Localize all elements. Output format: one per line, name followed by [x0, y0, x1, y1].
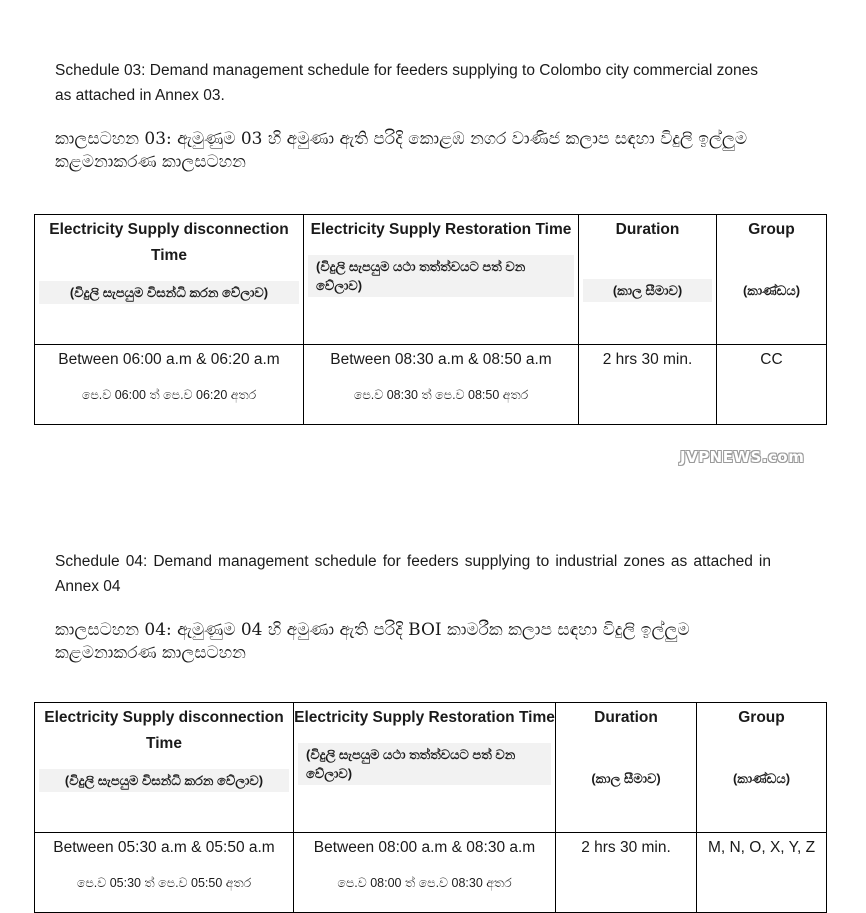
header-duration-en: Duration — [615, 221, 680, 238]
header-group-en: Group — [738, 709, 785, 726]
header-disconnection-si: (විදුලි සැපයුම විසන්ධි කරන වේලාව) — [39, 769, 289, 792]
header-disconnection-en: Electricity Supply disconnection Time — [44, 709, 284, 752]
row-restoration — [294, 833, 556, 913]
header-group-si: (කාණ්ඩය) — [732, 771, 791, 786]
row-duration-value: 2 hrs 30 min. — [581, 839, 671, 856]
header-group-en: Group — [748, 221, 795, 238]
table-row — [35, 833, 827, 913]
header-duration-si: (කාල සීමාව) — [591, 771, 661, 786]
table-header-row — [35, 215, 827, 345]
row-disconnection-en: Between 05:30 a.m & 05:50 a.m — [53, 839, 275, 856]
row-restoration-si: පෙ.ව 08:30 ත් පෙ.ව 08:50 අතර — [353, 388, 529, 402]
schedule-04-table — [34, 702, 827, 913]
schedule-04-title: Schedule 04: Demand management schedule for feeders supplying to industrial zones as attached in Annex 04 — [55, 553, 771, 595]
schedule-04-title-sinhala: කාලසටහන 04: ඇමුණුම 04 හි අමුණා ඇති පරිදි BOI කාමරීක කලාප සඳහා විදුලි ඉල්ලුම කළමනාකරණ කාලසටහන — [55, 620, 690, 663]
header-disconnection-si: (විදුලි සැපයුම විසන්ධි කරන වේලාව) — [39, 281, 299, 304]
row-restoration-en: Between 08:00 a.m & 08:30 a.m — [313, 839, 536, 856]
row-group — [717, 345, 827, 425]
schedule-03-title: Schedule 03: Demand management schedule for feeders supplying to Colombo city commercial zones as attached in Annex 03. — [55, 62, 759, 104]
watermark-logo: JVPNEWS.com — [680, 448, 805, 466]
row-disconnection-en: Between 06:00 a.m & 06:20 a.m — [58, 351, 280, 368]
row-group — [697, 833, 827, 913]
header-duration — [579, 215, 717, 345]
row-restoration-si: පෙ.ව 08:00 ත් පෙ.ව 08:30 අතර — [337, 876, 512, 890]
row-group-value: CC — [760, 351, 783, 368]
row-restoration — [304, 345, 579, 425]
table-header-row — [35, 703, 827, 833]
header-restoration-en: Electricity Supply Restoration Time — [294, 709, 555, 726]
header-restoration-si: (විදුලි සැපයුම යථා තත්ත්වයට පත් වන වේලාව) — [298, 743, 551, 785]
header-disconnection — [35, 703, 294, 833]
header-group-si: (කාණ්ඩය) — [742, 283, 801, 298]
schedule-03-title-sinhala: කාලසටහන 03: ඇමුණුම 03 හි අමුණා ඇති පරිදි කොළඹ නගර වාණිජ කලාප සඳහා විදුලි ඉල්ලුම කළමනාකරණ කාලසටහන — [55, 129, 748, 172]
row-disconnection-si: පෙ.ව 06:00 ත් පෙ.ව 06:20 අතර — [81, 388, 257, 402]
table-row — [35, 345, 827, 425]
row-restoration-en: Between 08:30 a.m & 08:50 a.m — [330, 351, 552, 368]
row-disconnection — [35, 833, 294, 913]
header-restoration-si: (විදුලි සැපයුම යථා තත්ත්වයට පත් වන වේලාව) — [308, 255, 574, 297]
header-disconnection — [35, 215, 304, 345]
row-duration — [556, 833, 697, 913]
row-group-value: M, N, O, X, Y, Z — [707, 839, 816, 856]
row-disconnection — [35, 345, 304, 425]
header-restoration-en: Electricity Supply Restoration Time — [310, 221, 572, 238]
header-restoration — [304, 215, 579, 345]
schedule-03-table — [34, 214, 827, 425]
header-restoration — [294, 703, 556, 833]
row-disconnection-si: පෙ.ව 05:30 ත් පෙ.ව 05:50 අතර — [76, 876, 252, 890]
header-group — [717, 215, 827, 345]
row-duration-value: 2 hrs 30 min. — [602, 351, 693, 368]
header-duration — [556, 703, 697, 833]
header-disconnection-en: Electricity Supply disconnection Time — [49, 221, 289, 264]
header-duration-en: Duration — [594, 709, 658, 726]
header-group — [697, 703, 827, 833]
row-duration — [579, 345, 717, 425]
header-duration-si: (කාල සීමාව) — [583, 279, 712, 302]
